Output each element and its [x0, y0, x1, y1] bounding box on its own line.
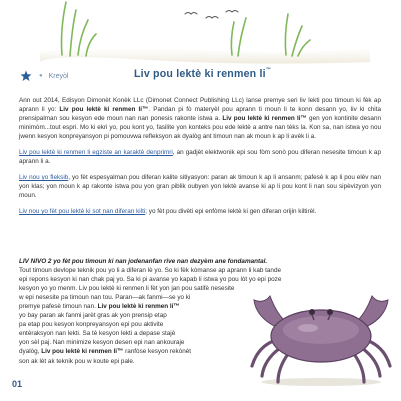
- section-line: dyalòg, Liv pou lektè ki renmen li™ ranfòse kesyon rekònèt: [19, 348, 192, 356]
- section-line: w epi nesesite pa timoun nan tou. Paran—ak fanmi—se yo ki: [19, 294, 191, 302]
- crab-illustration: [246, 278, 396, 388]
- page-title: [134, 68, 271, 80]
- intro-lead: Ann out 2014, Edisyon Dimonèt Konèk LLc (Dimonet Connect Publishing LLc) lanse premye seri liv lekti pou timoun ki fèk ap aprann li yo:: [19, 97, 381, 114]
- series-name: Liv pou lektè ki renmen li™: [59, 106, 149, 114]
- paragraph-cultures: [19, 207, 381, 216]
- flexible-link[interactable]: Liv nou yo fleksib: [19, 174, 69, 182]
- section-line: son ak lèt ak teknik pou w koute epi pale.: [19, 357, 135, 365]
- cultures-text: ; yo fèt pou divèti epi enfòme lektè ki gen diferan orijin kiltirèl.: [145, 208, 317, 216]
- level-heading: LIV NIVO 2 yo fèt pou timoun ki nan jodenanfan rive nan dezyèm ane fondamantal.: [19, 258, 268, 265]
- formats-text: , an gadjèt elektwonik epi sou fòm sonò pou diferan nesesite timoun k ap aprann li a.: [19, 149, 381, 166]
- series-name: Liv pou lektè ki renmen li™: [222, 115, 307, 123]
- paragraph-intro: [19, 96, 381, 141]
- section-line: yon sèl paj. Nan minimize kesyon desen epi nan ankouraje: [19, 339, 185, 347]
- paragraph-formats: [19, 148, 381, 166]
- series-name: Liv pou lektè ki renmen li™: [97, 303, 180, 311]
- section-line: epi repons kesyon ki nan chak paj yo. Sa ki pi avanse yo kapab li istwa yo pou lòt yo epi poze: [19, 276, 282, 284]
- section-line: Tout timoun devlope teknik pou yo li a diferan lè yo. So ki fèk kòmanse ap aprann li kab tande: [19, 267, 282, 275]
- section-line: premye pafesè timoun nan. Liv pou lektè ki renmen li™: [19, 303, 180, 311]
- page-number: 01: [12, 379, 23, 389]
- language-label: Kreyòl: [48, 72, 69, 80]
- bullet-separator: ●: [39, 73, 43, 79]
- body-text: [19, 96, 381, 224]
- intro-middle: . Pandan pi fò materyèl pou aprann ti moun li te konn desann yo, liv ki chita prensipalman sou kesyon ede moun nan nan ponesis rakonte istwa a.: [19, 106, 381, 123]
- section-line: kesyon yo yo menm. Liv pou lektè ki renmen li fèt yon jan pou satifè nesesite: [19, 285, 235, 293]
- flexible-text: , yo fèt espesyalman pou diferan kalite sitiyasyon: paran ak timoun k ap li ansanm; pafesè k ap li pou elèv nan yon klas; yon moun k ap rakonte istwa pou yon gran piblik oubyen yon lektè avanse ki ap li pou kont li nan sou sipèvizyon yon moun.: [19, 174, 381, 200]
- intro-tail: gen yon kontinite desann minimòm...tout espri. Mo ki ekri yo, pou kont yo, fasilite yon konteks pou ede lektè a antre nan tèks la. Kon sa, nan istwa yo nou jwenn kesyon konpreyansyon pi pomouvwa refleksyon ak dyalòg ant timoun nan ak moun k ap li avèk li a.: [19, 115, 381, 141]
- trademark-mark: ™: [265, 67, 271, 73]
- title-text: Liv pou lektè ki renmen li: [134, 68, 266, 80]
- language-tag: [20, 70, 68, 82]
- series-name: Liv pou lektè ki renmen li™: [41, 348, 124, 356]
- section-line: yo bay paran ak fanmi jarèt gras ak yon prensip etap: [19, 312, 167, 320]
- formats-link[interactable]: Liv pou lektè ki renmen li egziste an karaktè denprimri: [19, 149, 173, 157]
- star-icon: [20, 70, 32, 82]
- section-line: pa etap pou kesyon konpreyansyon epi pou aktivite: [19, 321, 164, 329]
- section-line: entèraksyon nan lekti. Sa tè kesyon lekti a depase stajè: [19, 330, 176, 338]
- cultures-link[interactable]: Liv nou yo fèt pou lektè ki sot nan diferan kilti: [19, 208, 146, 216]
- paragraph-flexible: [19, 173, 381, 200]
